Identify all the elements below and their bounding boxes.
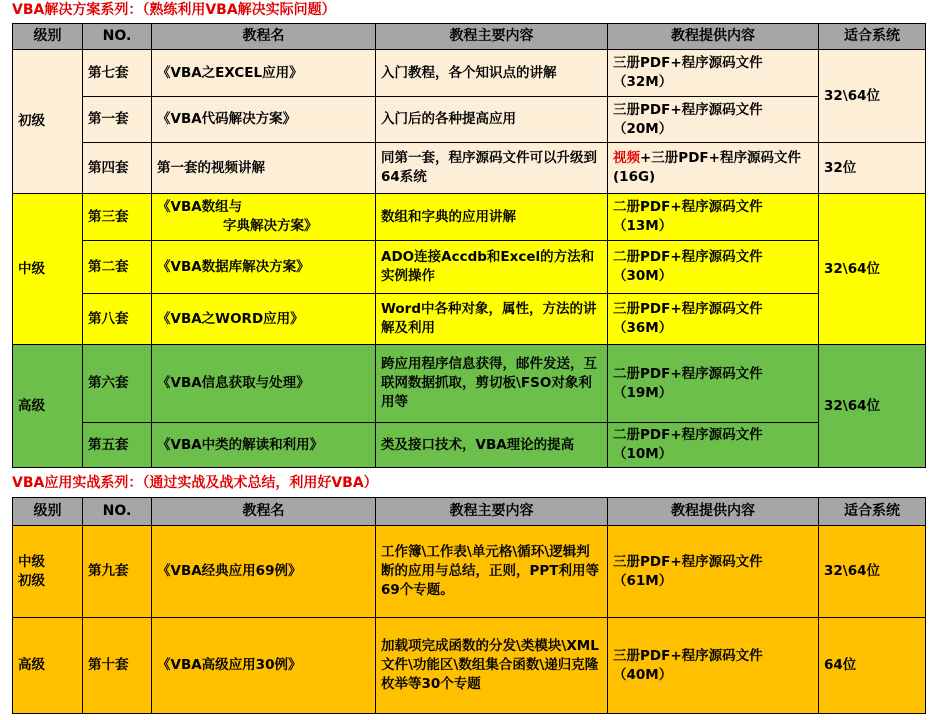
name-line-1: 《VBA数组与 xyxy=(157,199,243,215)
content-cell: 跨应用程序信息获得，邮件发送，互联网数据抓取，剪切板\FSO对象利用等 xyxy=(376,345,608,423)
no-cell: 第九套 xyxy=(83,526,152,618)
provided-cell: 三册PDF+程序源码文件（20M） xyxy=(608,97,819,143)
no-cell: 第四套 xyxy=(83,143,152,194)
no-cell: 第二套 xyxy=(83,241,152,294)
header-name: 教程名 xyxy=(152,498,376,526)
system-cell: 64位 xyxy=(819,618,926,714)
header-system: 适合系统 xyxy=(819,24,926,50)
table-row xyxy=(13,50,926,97)
level-cell: 高级 xyxy=(13,345,83,468)
video-highlight: 视频 xyxy=(613,150,640,166)
header-system: 适合系统 xyxy=(819,498,926,526)
name-cell: 《VBA之WORD应用》 xyxy=(152,294,376,345)
content-cell: 类及接口技术，VBA理论的提高 xyxy=(376,423,608,468)
table-row xyxy=(13,345,926,423)
header-no: NO. xyxy=(83,24,152,50)
section1-title: VBA解决方案系列：（熟练利用VBA解决实际问题） xyxy=(12,2,336,18)
system-cell: 32\64位 xyxy=(819,194,926,345)
table-row xyxy=(13,618,926,714)
level-line-1: 中级 xyxy=(18,553,45,570)
provided-cell: 三册PDF+程序源码文件（61M） xyxy=(608,526,819,618)
provided-cell: 二册PDF+程序源码文件（30M） xyxy=(608,241,819,294)
provided-cell: 二册PDF+程序源码文件（19M） xyxy=(608,345,819,423)
name-line-2: 字典解决方案》 xyxy=(223,218,318,234)
provided-cell: 三册PDF+程序源码文件（36M） xyxy=(608,294,819,345)
table-row xyxy=(13,526,926,618)
no-cell: 第一套 xyxy=(83,97,152,143)
header-provided: 教程提供内容 xyxy=(608,24,819,50)
name-cell: 《VBA数据库解决方案》 xyxy=(152,241,376,294)
header-level: 级别 xyxy=(13,498,83,526)
name-cell: 第一套的视频讲解 xyxy=(152,143,376,194)
section1-table xyxy=(12,23,926,468)
header-no: NO. xyxy=(83,498,152,526)
section1-header-row xyxy=(13,24,926,50)
system-cell: 32\64位 xyxy=(819,50,926,143)
content-cell: 加载项完成函数的分发\类模块\XML文件\功能区\数组集合函数\递归克隆枚举等30个专题 xyxy=(376,618,608,714)
header-content: 教程主要内容 xyxy=(376,498,608,526)
name-cell: 《VBA信息获取与处理》 xyxy=(152,345,376,423)
system-cell: 32位 xyxy=(819,143,926,194)
content-cell: 数组和字典的应用讲解 xyxy=(376,194,608,241)
name-cell: 《VBA高级应用30例》 xyxy=(152,618,376,714)
content-cell: 入门后的各种提高应用 xyxy=(376,97,608,143)
content-cell: Word中各种对象，属性，方法的讲解及利用 xyxy=(376,294,608,345)
provided-cell: 二册PDF+程序源码文件（10M） xyxy=(608,423,819,468)
table-row xyxy=(13,294,926,345)
table-row xyxy=(13,241,926,294)
no-cell: 第三套 xyxy=(83,194,152,241)
level-line-2: 初级 xyxy=(18,572,45,589)
table-row xyxy=(13,143,926,194)
header-name: 教程名 xyxy=(152,24,376,50)
name-cell: 《VBA经典应用69例》 xyxy=(152,526,376,618)
no-cell: 第十套 xyxy=(83,618,152,714)
section2-header-row xyxy=(13,498,926,526)
level-cell: 初级 xyxy=(13,50,83,194)
no-cell: 第六套 xyxy=(83,345,152,423)
table-row xyxy=(13,97,926,143)
provided-cell: 二册PDF+程序源码文件（13M） xyxy=(608,194,819,241)
name-cell xyxy=(152,194,376,241)
system-cell: 32\64位 xyxy=(819,526,926,618)
content-cell: 同第一套，程序源码文件可以升级到64系统 xyxy=(376,143,608,194)
section2-title: VBA应用实战系列：（通过实战及战术总结，利用好VBA） xyxy=(12,475,378,491)
name-cell: 《VBA中类的解读和利用》 xyxy=(152,423,376,468)
name-cell: 《VBA代码解决方案》 xyxy=(152,97,376,143)
provided-cell xyxy=(608,143,819,194)
no-cell: 第五套 xyxy=(83,423,152,468)
provided-text: +三册PDF+程序源码文件(16G) xyxy=(613,150,801,185)
header-content: 教程主要内容 xyxy=(376,24,608,50)
provided-cell: 三册PDF+程序源码文件（32M） xyxy=(608,50,819,97)
table-row xyxy=(13,194,926,241)
system-cell: 32\64位 xyxy=(819,345,926,468)
section2-table xyxy=(12,497,926,714)
content-cell: 工作簿\工作表\单元格\循环\逻辑判断的应用与总结，正则，PPT利用等69个专题。 xyxy=(376,526,608,618)
level-cell: 高级 xyxy=(13,618,83,714)
provided-cell: 三册PDF+程序源码文件（40M） xyxy=(608,618,819,714)
content-cell: 入门教程，各个知识点的讲解 xyxy=(376,50,608,97)
header-level: 级别 xyxy=(13,24,83,50)
level-cell xyxy=(13,526,83,618)
content-cell: ADO连接Accdb和Excel的方法和实例操作 xyxy=(376,241,608,294)
name-cell: 《VBA之EXCEL应用》 xyxy=(152,50,376,97)
no-cell: 第八套 xyxy=(83,294,152,345)
table-row xyxy=(13,423,926,468)
no-cell: 第七套 xyxy=(83,50,152,97)
level-cell: 中级 xyxy=(13,194,83,345)
header-provided: 教程提供内容 xyxy=(608,498,819,526)
